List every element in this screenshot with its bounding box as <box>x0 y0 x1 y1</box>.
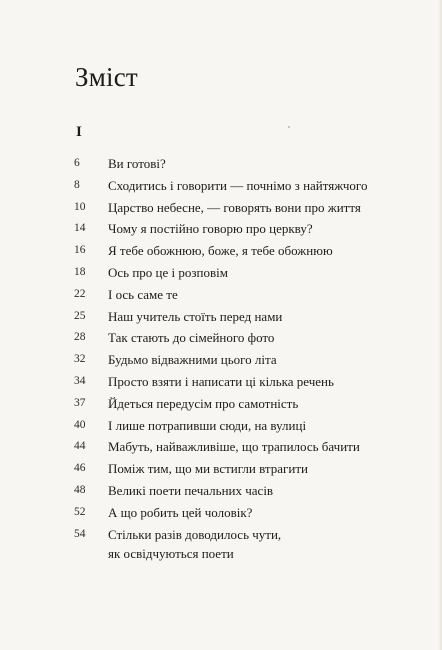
toc-entry-title: Йдеться передусім про самотність <box>108 395 299 411</box>
toc-entry <box>74 371 394 393</box>
toc-entry <box>74 502 394 524</box>
toc-entry-title: Сходитись і говорити — почнімо з найтяжчого <box>108 177 368 193</box>
toc-page-number: 6 <box>74 157 80 169</box>
toc-entry <box>74 240 394 262</box>
toc-entry <box>74 153 394 175</box>
toc-entry-title: Просто взяти і написати ці кілька речень <box>108 373 334 389</box>
toc-page-number: 14 <box>74 222 86 235</box>
paper-speck <box>288 126 290 128</box>
toc-entry <box>74 524 394 563</box>
toc-entry-title: Чому я постійно говорю про церкву? <box>108 221 313 237</box>
section-number: I <box>76 124 82 140</box>
toc-entry-title: Я тебе обожнюю, боже, я тебе обожнюю <box>108 243 333 259</box>
toc-entry <box>74 197 394 219</box>
toc-entry <box>74 458 394 480</box>
toc-entry-title: Стільки разів доводилось чути, як освідчуються поети <box>108 526 282 561</box>
toc-entry <box>74 262 394 284</box>
toc-entry-title: А що робить цей чоловік? <box>108 504 253 520</box>
toc-page-number: 10 <box>74 200 86 213</box>
toc-entry-title: Царство небесне, — говорять вони про життя <box>108 199 361 215</box>
toc-page-number: 44 <box>74 440 86 453</box>
toc-entry <box>74 175 394 197</box>
toc-page-number: 40 <box>74 418 86 431</box>
toc-page-number: 22 <box>74 287 86 300</box>
toc-entry-title: Великі поети печальних часів <box>108 482 274 498</box>
toc-entry <box>74 393 394 415</box>
toc-page-number: 8 <box>74 178 80 191</box>
table-of-contents <box>74 153 394 563</box>
toc-page-number: 48 <box>74 483 86 496</box>
toc-page-number: 54 <box>74 527 86 540</box>
toc-entry-title: Будьмо відважними цього літа <box>108 352 277 368</box>
toc-entry <box>74 284 394 306</box>
toc-entry <box>74 306 394 328</box>
page-edge-shadow <box>438 0 442 650</box>
toc-page-number: 16 <box>74 244 86 257</box>
toc-entry <box>74 436 394 458</box>
toc-page-number: 52 <box>74 505 86 518</box>
toc-entry-title: І лише потрапивши сюди, на вулиці <box>108 417 307 433</box>
toc-page-number: 28 <box>74 331 86 344</box>
toc-page-number: 18 <box>74 265 86 278</box>
toc-entry-title: Ви готові? <box>108 156 166 171</box>
toc-page-number: 37 <box>74 396 86 409</box>
toc-page-number: 46 <box>74 462 86 475</box>
toc-entry <box>74 327 394 349</box>
toc-entry <box>74 349 394 371</box>
toc-entry-title: Наш учитель стоїть перед нами <box>108 308 283 324</box>
toc-entry-title: Так стають до сімейного фото <box>108 330 275 346</box>
toc-entry <box>74 480 394 502</box>
toc-entry-title: Мабуть, найважливіше, що трапилось бачити <box>108 439 360 455</box>
toc-entry-title: І ось саме те <box>108 286 178 302</box>
toc-entry <box>74 415 394 437</box>
toc-page-number: 25 <box>74 309 86 322</box>
page-title: Зміст <box>75 62 138 92</box>
toc-entry-title: Поміж тим, що ми встигли втрагити <box>108 461 308 477</box>
toc-entry <box>74 218 394 240</box>
toc-page-number: 32 <box>74 353 86 366</box>
toc-page-number: 34 <box>74 374 86 387</box>
toc-entry-title: Ось про це і розповім <box>108 264 228 280</box>
